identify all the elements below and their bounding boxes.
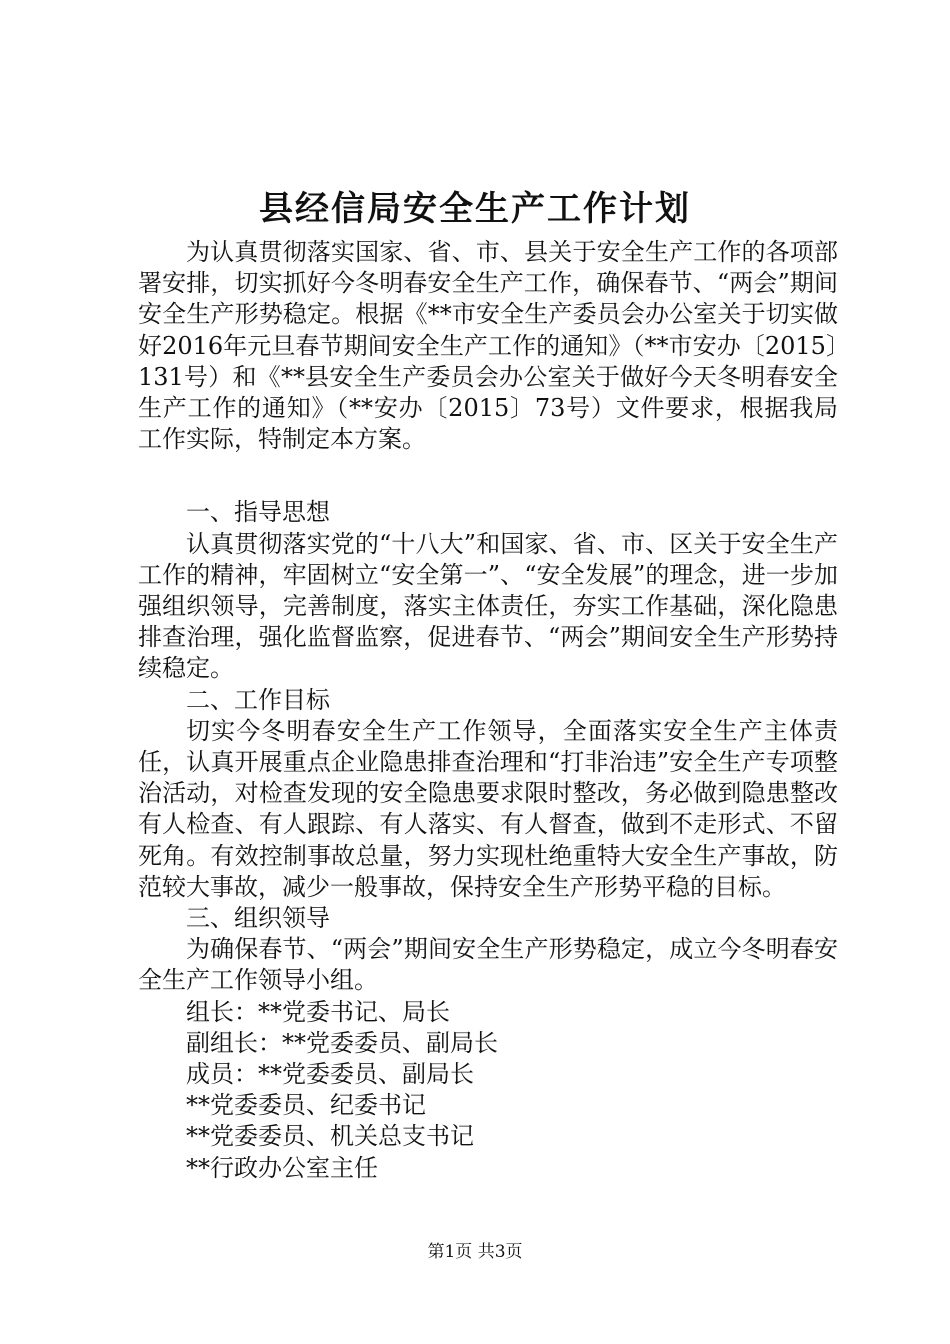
section-paragraph-organization: 为确保春节、“两会”期间安全生产形势稳定，成立今冬明春安全生产工作领导小组。 (138, 935, 838, 995)
section-heading-organization: 三、组织领导 (186, 904, 330, 933)
section-paragraph-work-goals: 切实今冬明春安全生产工作领导，全面落实安全生产主体责任，认真开展重点企业隐患排查治理和“打非治违”安全生产专项整治活动，对检查发现的安全隐患要求限时整改，务必做到隐患整改有人检查、有人跟踪、有人落实、有人督查，做到不走形式、不留死角。有效控制事故总量，努力实现杜绝重特大安全生产事故，防范较大事故，减少一般事故，保持安全生产形势平稳的目标。 (138, 716, 838, 901)
paragraph-spacer (138, 455, 838, 497)
intro-paragraph: 为认真贯彻落实国家、省、市、县关于安全生产工作的各项部署安排，切实抓好今冬明春安全生产工作，确保春节、“两会”期间安全生产形势稳定。根据《**市安全生产委员会办公室关于切实做好2016年元旦春节期间安全生产工作的通知》（**市安办〔2015〕131号）和《**县安全生产委员会办公室关于做好今天冬明春安全生产工作的通知》（**安办〔2015〕73号）文件要求，根据我局工作实际，特制定本方案。 (138, 238, 838, 454)
member-line: **行政办公室主任 (186, 1153, 378, 1182)
section-heading-guiding-thought: 一、指导思想 (186, 498, 330, 527)
member-line-leader: 组长：**党委书记、局长 (186, 997, 450, 1026)
member-line: **党委委员、机关总支书记 (186, 1122, 474, 1151)
section-heading-work-goals: 二、工作目标 (186, 685, 330, 714)
document-title: 县经信局安全生产工作计划 (259, 189, 691, 229)
member-line-members: 成员：**党委委员、副局长 (186, 1060, 474, 1089)
page-footer: 第1页 共3页 (427, 1242, 523, 1262)
section-paragraph-guiding-thought: 认真贯彻落实党的“十八大”和国家、省、市、区关于安全生产工作的精神，牢固树立“安全第一”、“安全发展”的理念，进一步加强组织领导，完善制度，落实主体责任，夯实工作基础，深化隐患排查治理，强化监督监察，促进春节、“两会”期间安全生产形势持续稳定。 (138, 529, 838, 683)
member-line-deputy-leader: 副组长：**党委委员、副局长 (186, 1028, 498, 1057)
document-body (138, 237, 838, 1184)
member-line: **党委委员、纪委书记 (186, 1091, 426, 1120)
